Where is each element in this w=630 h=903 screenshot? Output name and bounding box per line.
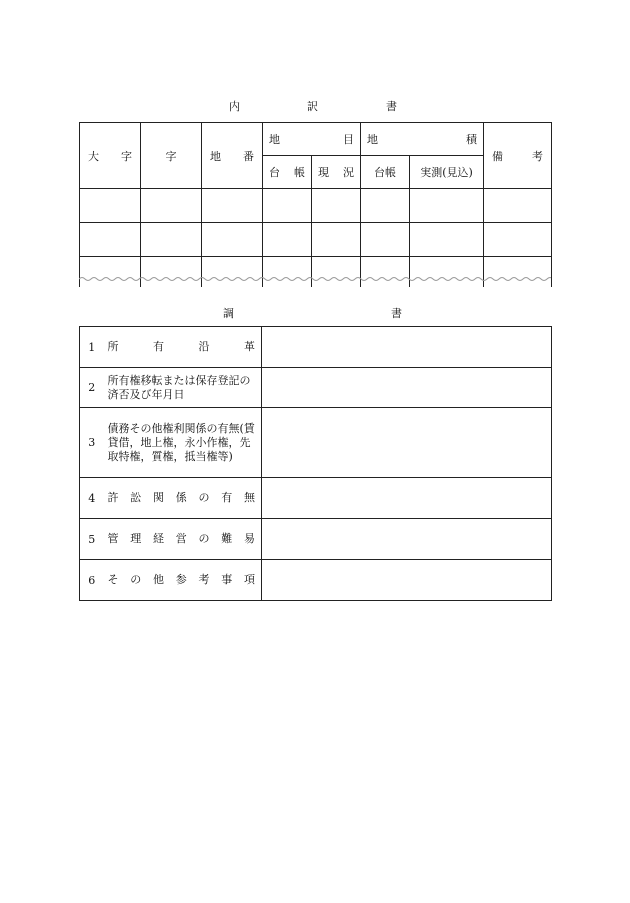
table-cell (484, 223, 552, 257)
table-cell (80, 223, 141, 257)
header-daicho: 台 帳 (263, 156, 312, 189)
table-cell (263, 223, 312, 257)
table-cell (361, 189, 410, 223)
table-cell (312, 189, 361, 223)
title-char: 内 (229, 100, 240, 113)
header-jissoku: 実測(見込) (410, 156, 484, 189)
table-row (80, 408, 552, 478)
table-cell (410, 223, 484, 257)
table-cell (410, 189, 484, 223)
row-label: そ の 他 参 考 事 項 (104, 560, 262, 601)
table-row (80, 560, 552, 601)
breakdown-table (79, 122, 552, 287)
row-number: 6 (80, 560, 104, 601)
row-number: 4 (80, 478, 104, 519)
header-chimoku: 地 目 (263, 123, 361, 156)
row-value (262, 368, 552, 408)
table-cell (202, 223, 263, 257)
cut-wave-line (79, 274, 551, 284)
row-number: 1 (80, 327, 104, 368)
header-aza: 字 (141, 123, 202, 189)
row-value (262, 478, 552, 519)
row-label: 許 訟 関 係 の 有 無 (104, 478, 262, 519)
row-label: 管 理 経 営 の 難 易 (104, 519, 262, 560)
header-daicho2: 台帳 (361, 156, 410, 189)
title-char: 訳 (307, 100, 318, 113)
row-number: 3 (80, 408, 104, 478)
header-oaza: 大 字 (80, 123, 141, 189)
header-biko: 備 考 (484, 123, 552, 189)
row-value (262, 327, 552, 368)
table-cell (484, 189, 552, 223)
title-char: 書 (386, 100, 397, 113)
table-row (80, 368, 552, 408)
header-genkyo: 現 況 (312, 156, 361, 189)
table-row (80, 223, 552, 257)
table-row (80, 189, 552, 223)
row-number: 5 (80, 519, 104, 560)
table-cell (80, 189, 141, 223)
table-row (80, 327, 552, 368)
table-cell (141, 223, 202, 257)
row-value (262, 519, 552, 560)
table-cell (361, 223, 410, 257)
header-chiban: 地 番 (202, 123, 263, 189)
row-value (262, 408, 552, 478)
table-cell (263, 189, 312, 223)
survey-table (79, 326, 552, 601)
title-char: 調 (223, 307, 234, 320)
table-cell (312, 223, 361, 257)
table-row (80, 478, 552, 519)
row-value (262, 560, 552, 601)
table-cell (202, 189, 263, 223)
row-label: 所有権移転または保存登記の済否及び年月日 (104, 368, 262, 408)
row-number: 2 (80, 368, 104, 408)
table-row (80, 519, 552, 560)
table-cell (141, 189, 202, 223)
row-label: 債務その他権利関係の有無(賃貸借，地上権，永小作権，先取特権，質権，抵当権等) (104, 408, 262, 478)
header-chiseki: 地 積 (361, 123, 484, 156)
row-label: 所 有 沿 革 (104, 327, 262, 368)
title-char: 書 (391, 307, 402, 320)
